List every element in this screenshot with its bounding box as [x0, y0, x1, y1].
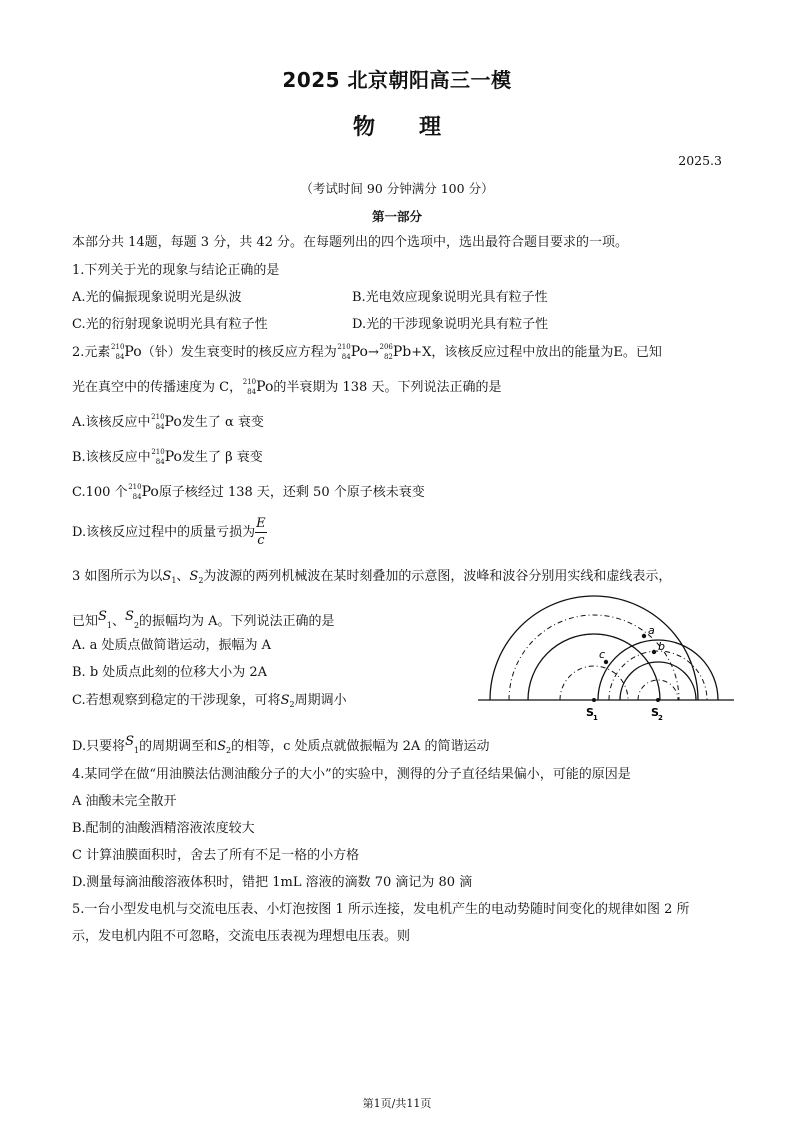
- part-heading: 第一部分: [371, 209, 422, 224]
- source-s1-dot: [592, 698, 596, 702]
- q3-option-d: D.只要将$S_1$的周期调至和$S_2$的相等，c 处质点就做振幅为 2A 的简谐运动: [72, 734, 490, 755]
- instructions: 本部分共 14题，每题 3 分，共 42 分。在每题列出的四个选项中，选出最符合题目要求的一项。: [72, 235, 629, 250]
- exam-date: 2025.3: [678, 153, 722, 168]
- q3-stem-line2: 已知$S_1$、$S_2$的振幅均为 A。下列说法正确的是: [72, 609, 335, 630]
- s1-trough-inner: [560, 666, 628, 700]
- point-b: [652, 650, 656, 654]
- label-b: b: [658, 640, 665, 653]
- label-s1: S: [586, 706, 594, 719]
- q3-option-b: B. b 处质点此刻的位移大小为 2A: [72, 665, 268, 680]
- q5-stem-line1: 5.一台小型发电机与交流电压表、小灯泡按图 1 所示连接，发电机产生的电动势随时间变化的规律如图 2 所: [72, 902, 690, 917]
- q4-stem: 4.某同学在做“用油膜法估测油酸分子的大小”的实验中，测得的分子直径结果偏小，可能的原因是: [72, 767, 631, 782]
- wave-interference-figure: [478, 592, 734, 728]
- pb-nuclide: 206 82: [379, 342, 393, 361]
- q4-option-c: C 计算油膜面积时，舍去了所有不足一格的小方格: [72, 848, 360, 863]
- mass-defect-fraction: $\frac{E}{c}$: [256, 516, 266, 548]
- subject-title: [0, 110, 794, 141]
- q2-option-c: C.100 个 210 84 Po原子核经过 138 天，还剩 50 个原子核未衰变: [72, 482, 425, 501]
- s1-crest-outer: [490, 596, 698, 700]
- q1-stem: 1.下列关于光的现象与结论正确的是: [72, 263, 280, 278]
- reaction-arrow: →: [367, 345, 379, 360]
- exam-title: 2025 北京朝阳高三一模: [282, 68, 512, 92]
- q2-stem-line2: 光在真空中的传播速度为 C， 210 84 Po的半衰期为 138 天。下列说法正确的是: [72, 377, 502, 396]
- subject-char-2: 理: [419, 115, 442, 140]
- label-c: c: [599, 648, 606, 661]
- exam-info: （考试时间 90 分钟满分 100 分）: [300, 181, 494, 196]
- source-s2-dot: [656, 698, 660, 702]
- q2-option-a: A.该核反应中 210 84 Po发生了 α 衰变: [72, 412, 264, 431]
- label-s2: S: [651, 706, 659, 719]
- point-a: [642, 634, 646, 638]
- page-footer: 第1页/共11页: [362, 1097, 432, 1110]
- q3-option-c: C.若想观察到稳定的干涉现象，可将$S_2$周期调小: [72, 693, 347, 709]
- q1-option-b: B.光电效应现象说明光具有粒子性: [352, 290, 548, 305]
- q3-option-a: A. a 处质点做简谐运动，振幅为 A: [72, 638, 272, 653]
- q4-option-a: A 油酸未完全散开: [72, 794, 177, 809]
- s2-trough-outer: [609, 651, 707, 700]
- q3-stem-line1: 3 如图所示为以$S_1$、$S_2$为波源的两列机械波在某时刻叠加的示意图，波峰和波谷分别用实线和虚线表示，: [72, 569, 672, 585]
- po-nuclide: 210 84: [242, 377, 257, 396]
- q4-option-b: B.配制的油酸酒精溶液浓度较大: [72, 821, 255, 836]
- q5-stem-line2: 示，发电机内阻不可忽略，交流电压表视为理想电压表。则: [72, 929, 411, 944]
- q2-option-b: B.该核反应中 210 84 Po发生了 β 衰变: [72, 447, 263, 466]
- label-s1-sub: 1: [593, 714, 598, 722]
- q2-stem-line1: 2.元素 210 84 Po（钋）发生衰变时的核反应方程为 210 84 Po→ 206 82 Pb+X，该核反应过程中放出的能量为E。已知: [72, 342, 662, 361]
- label-s2-sub: 2: [658, 714, 663, 722]
- q4-option-d: D.测量每滴油酸溶液体积时，错把 1mL 溶液的滴数 70 滴记为 80 滴: [72, 875, 473, 890]
- subject-char-1: 物: [352, 115, 375, 140]
- q1-option-d: D.光的干涉现象说明光具有粒子性: [352, 317, 549, 332]
- q1-option-a: A.光的偏振现象说明光是纵波: [72, 290, 242, 305]
- q2-option-d: D.该核反应过程中的质量亏损为 $\frac{E}{c}$: [72, 516, 266, 548]
- po-nuclide: 210 84: [337, 342, 351, 361]
- po-nuclide: 210 84: [111, 342, 125, 361]
- label-a: a: [648, 624, 655, 637]
- q1-option-c: C.光的衍射现象说明光具有粒子性: [72, 317, 268, 332]
